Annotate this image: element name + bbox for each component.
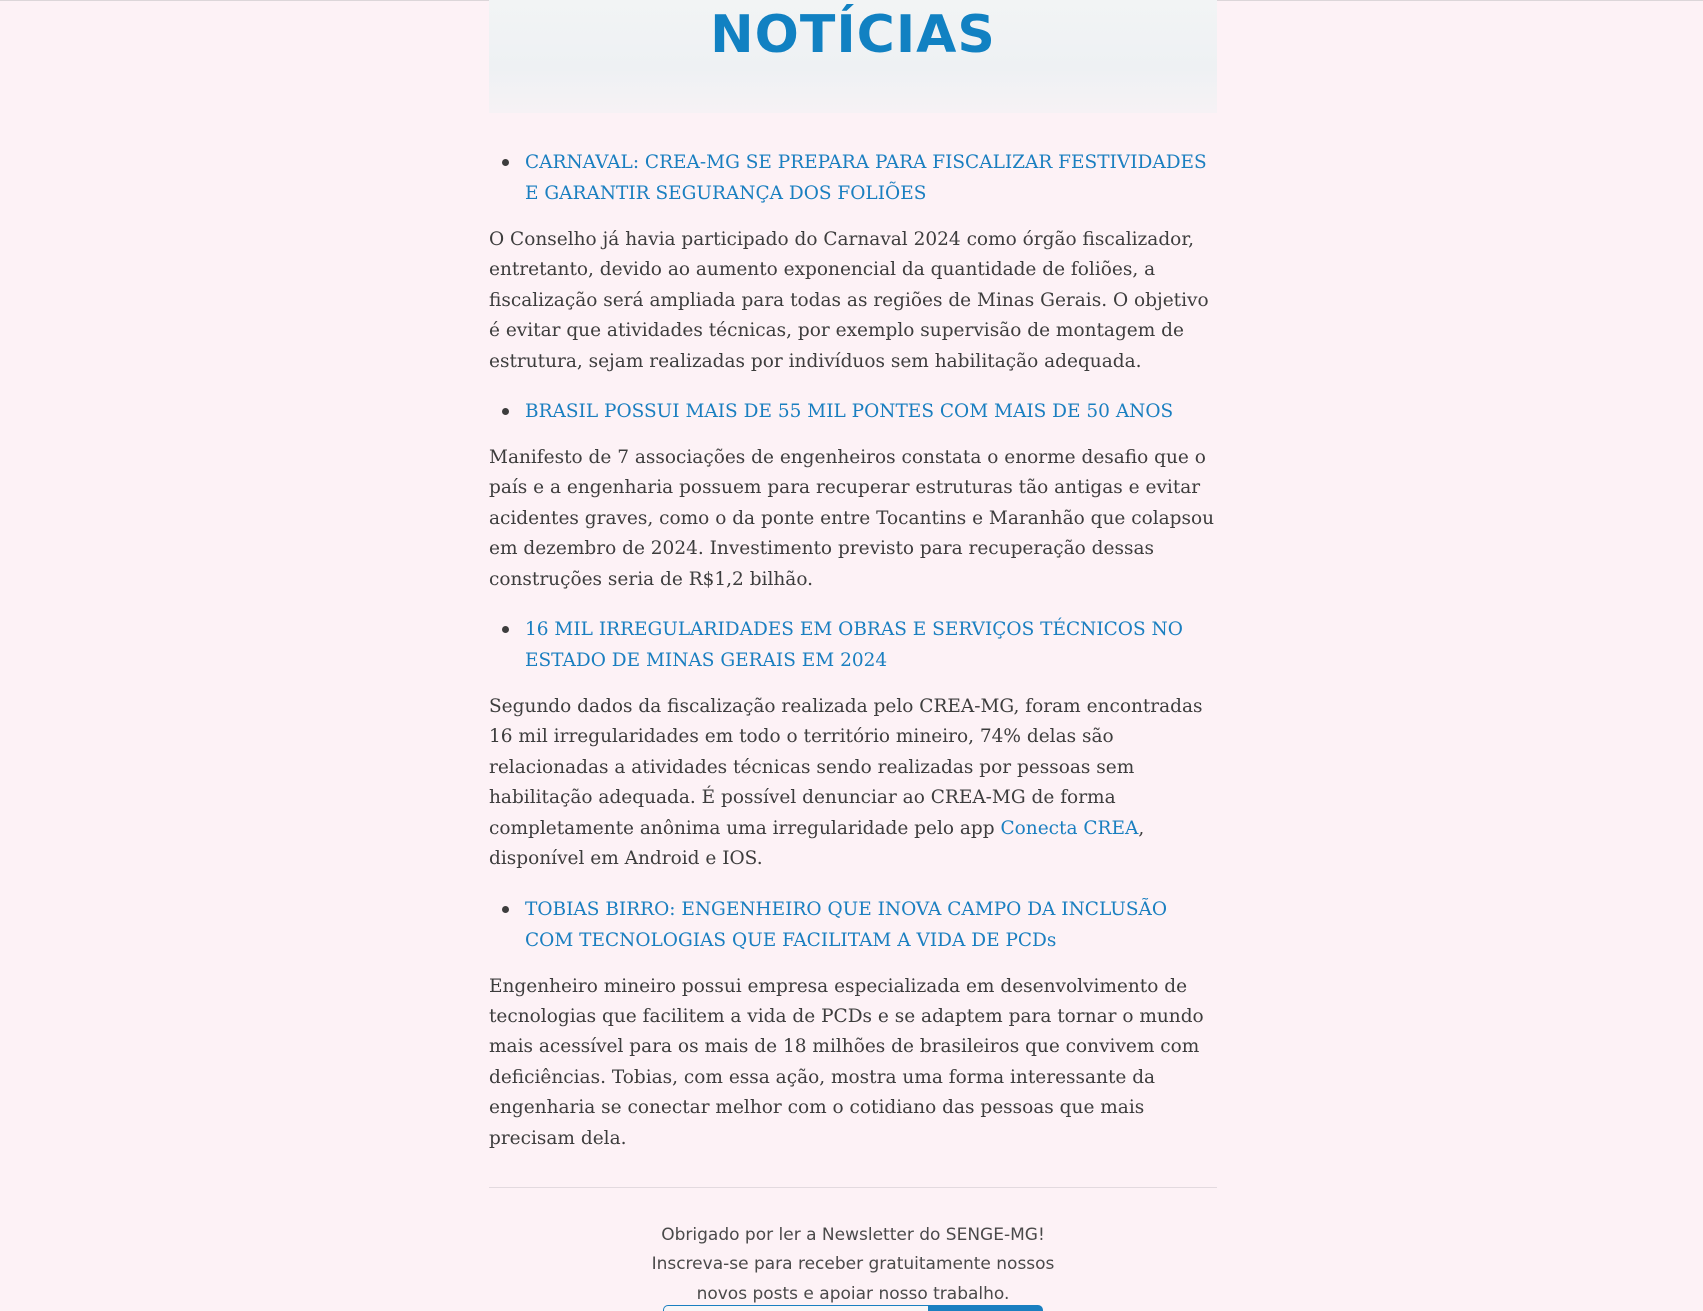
subscribe-form — [663, 1305, 1043, 1311]
footer-subscribe-text-2: novos posts e apoiar nosso trabalho. — [696, 1283, 1010, 1304]
news-item — [489, 396, 1217, 595]
subscribe-button[interactable] — [928, 1305, 1043, 1311]
bullet-icon — [502, 408, 509, 415]
banner-title: NOTÍCIAS — [710, 5, 996, 65]
news-summary-text-end: , disponível em Android e IOS. — [489, 817, 1145, 870]
news-headline-row — [489, 894, 1217, 956]
news-list — [489, 147, 1217, 1154]
newsletter-footer — [489, 1221, 1217, 1310]
news-item — [489, 894, 1217, 1154]
news-headline-link[interactable]: CARNAVAL: CREA-MG SE PREPARA PARA FISCALIZAR FESTIVIDADES E GARANTIR SEGURANÇA DOS FOLIÕES — [525, 152, 1207, 204]
news-summary-text: Segundo dados da fiscalização realizada pelo CREA-MG, foram encontradas 16 mil irregularidades em todo o território mineiro, 74% delas são relacionadas a atividades técnicas sendo realizadas por pessoas sem habilitação adequada. É possível denunciar ao CREA-MG de forma completamente anônima uma irregularidade pelo app — [489, 696, 1203, 839]
news-banner — [489, 0, 1217, 113]
bullet-icon — [502, 906, 509, 913]
bullet-icon — [502, 626, 509, 633]
news-headline-link[interactable]: BRASIL POSSUI MAIS DE 55 MIL PONTES COM MAIS DE 50 ANOS — [525, 401, 1174, 423]
news-headline-link[interactable]: TOBIAS BIRRO: ENGENHEIRO QUE INOVA CAMPO DA INCLUSÃO COM TECNOLOGIAS QUE FACILITAM A VIDA DE PCDs — [525, 898, 1168, 951]
footer-subscribe-text: Inscreva-se para receber gratuitamente nossos — [651, 1254, 1055, 1275]
news-item — [489, 614, 1217, 874]
newsletter-column — [489, 0, 1217, 1309]
news-summary — [489, 692, 1217, 874]
news-headline-link[interactable]: 16 MIL IRREGULARIDADES EM OBRAS E SERVIÇOS TÉCNICOS NO ESTADO DE MINAS GERAIS EM 2024 — [525, 619, 1183, 672]
news-headline-row — [489, 396, 1217, 427]
footer-thanks-text: Obrigado por ler a Newsletter do SENGE-MG! — [661, 1224, 1045, 1245]
news-summary: Manifesto de 7 associações de engenheiros constata o enorme desafio que o país e a engenharia possuem para recuperar estruturas tão antigas e evitar acidentes graves, como o da ponte entre Tocantins e Maranhão que colapsou em dezembro de 2024. Investimento previsto para recuperação dessas construções seria de R$1,2 bilhão. — [489, 447, 1215, 590]
news-headline-row — [489, 147, 1217, 209]
news-headline-row — [489, 614, 1217, 676]
news-item — [489, 147, 1217, 377]
conecta-crea-link[interactable]: Conecta CREA — [1000, 817, 1139, 839]
bullet-icon — [502, 159, 509, 166]
footer-divider — [489, 1187, 1217, 1188]
news-summary: Engenheiro mineiro possui empresa especializada em desenvolvimento de tecnologias que facilitem a vida de PCDs e se adaptem para tornar o mundo mais acessível para os mais de 18 milhões de brasileiros que convivem com deficiências. Tobias, com essa ação, mostra uma forma interessante da engenharia se conectar melhor com o cotidiano das pessoas que mais precisam dela. — [489, 975, 1204, 1149]
email-input[interactable] — [663, 1305, 928, 1311]
news-summary: O Conselho já havia participado do Carnaval 2024 como órgão fiscalizador, entretanto, devido ao aumento exponencial da quantidade de foliões, a fiscalização será ampliada para todas as regiões de Minas Gerais. O objetivo é evitar que atividades técnicas, por exemplo supervisão de montagem de estrutura, sejam realizadas por indivíduos sem habilitação adequada. — [489, 229, 1209, 372]
